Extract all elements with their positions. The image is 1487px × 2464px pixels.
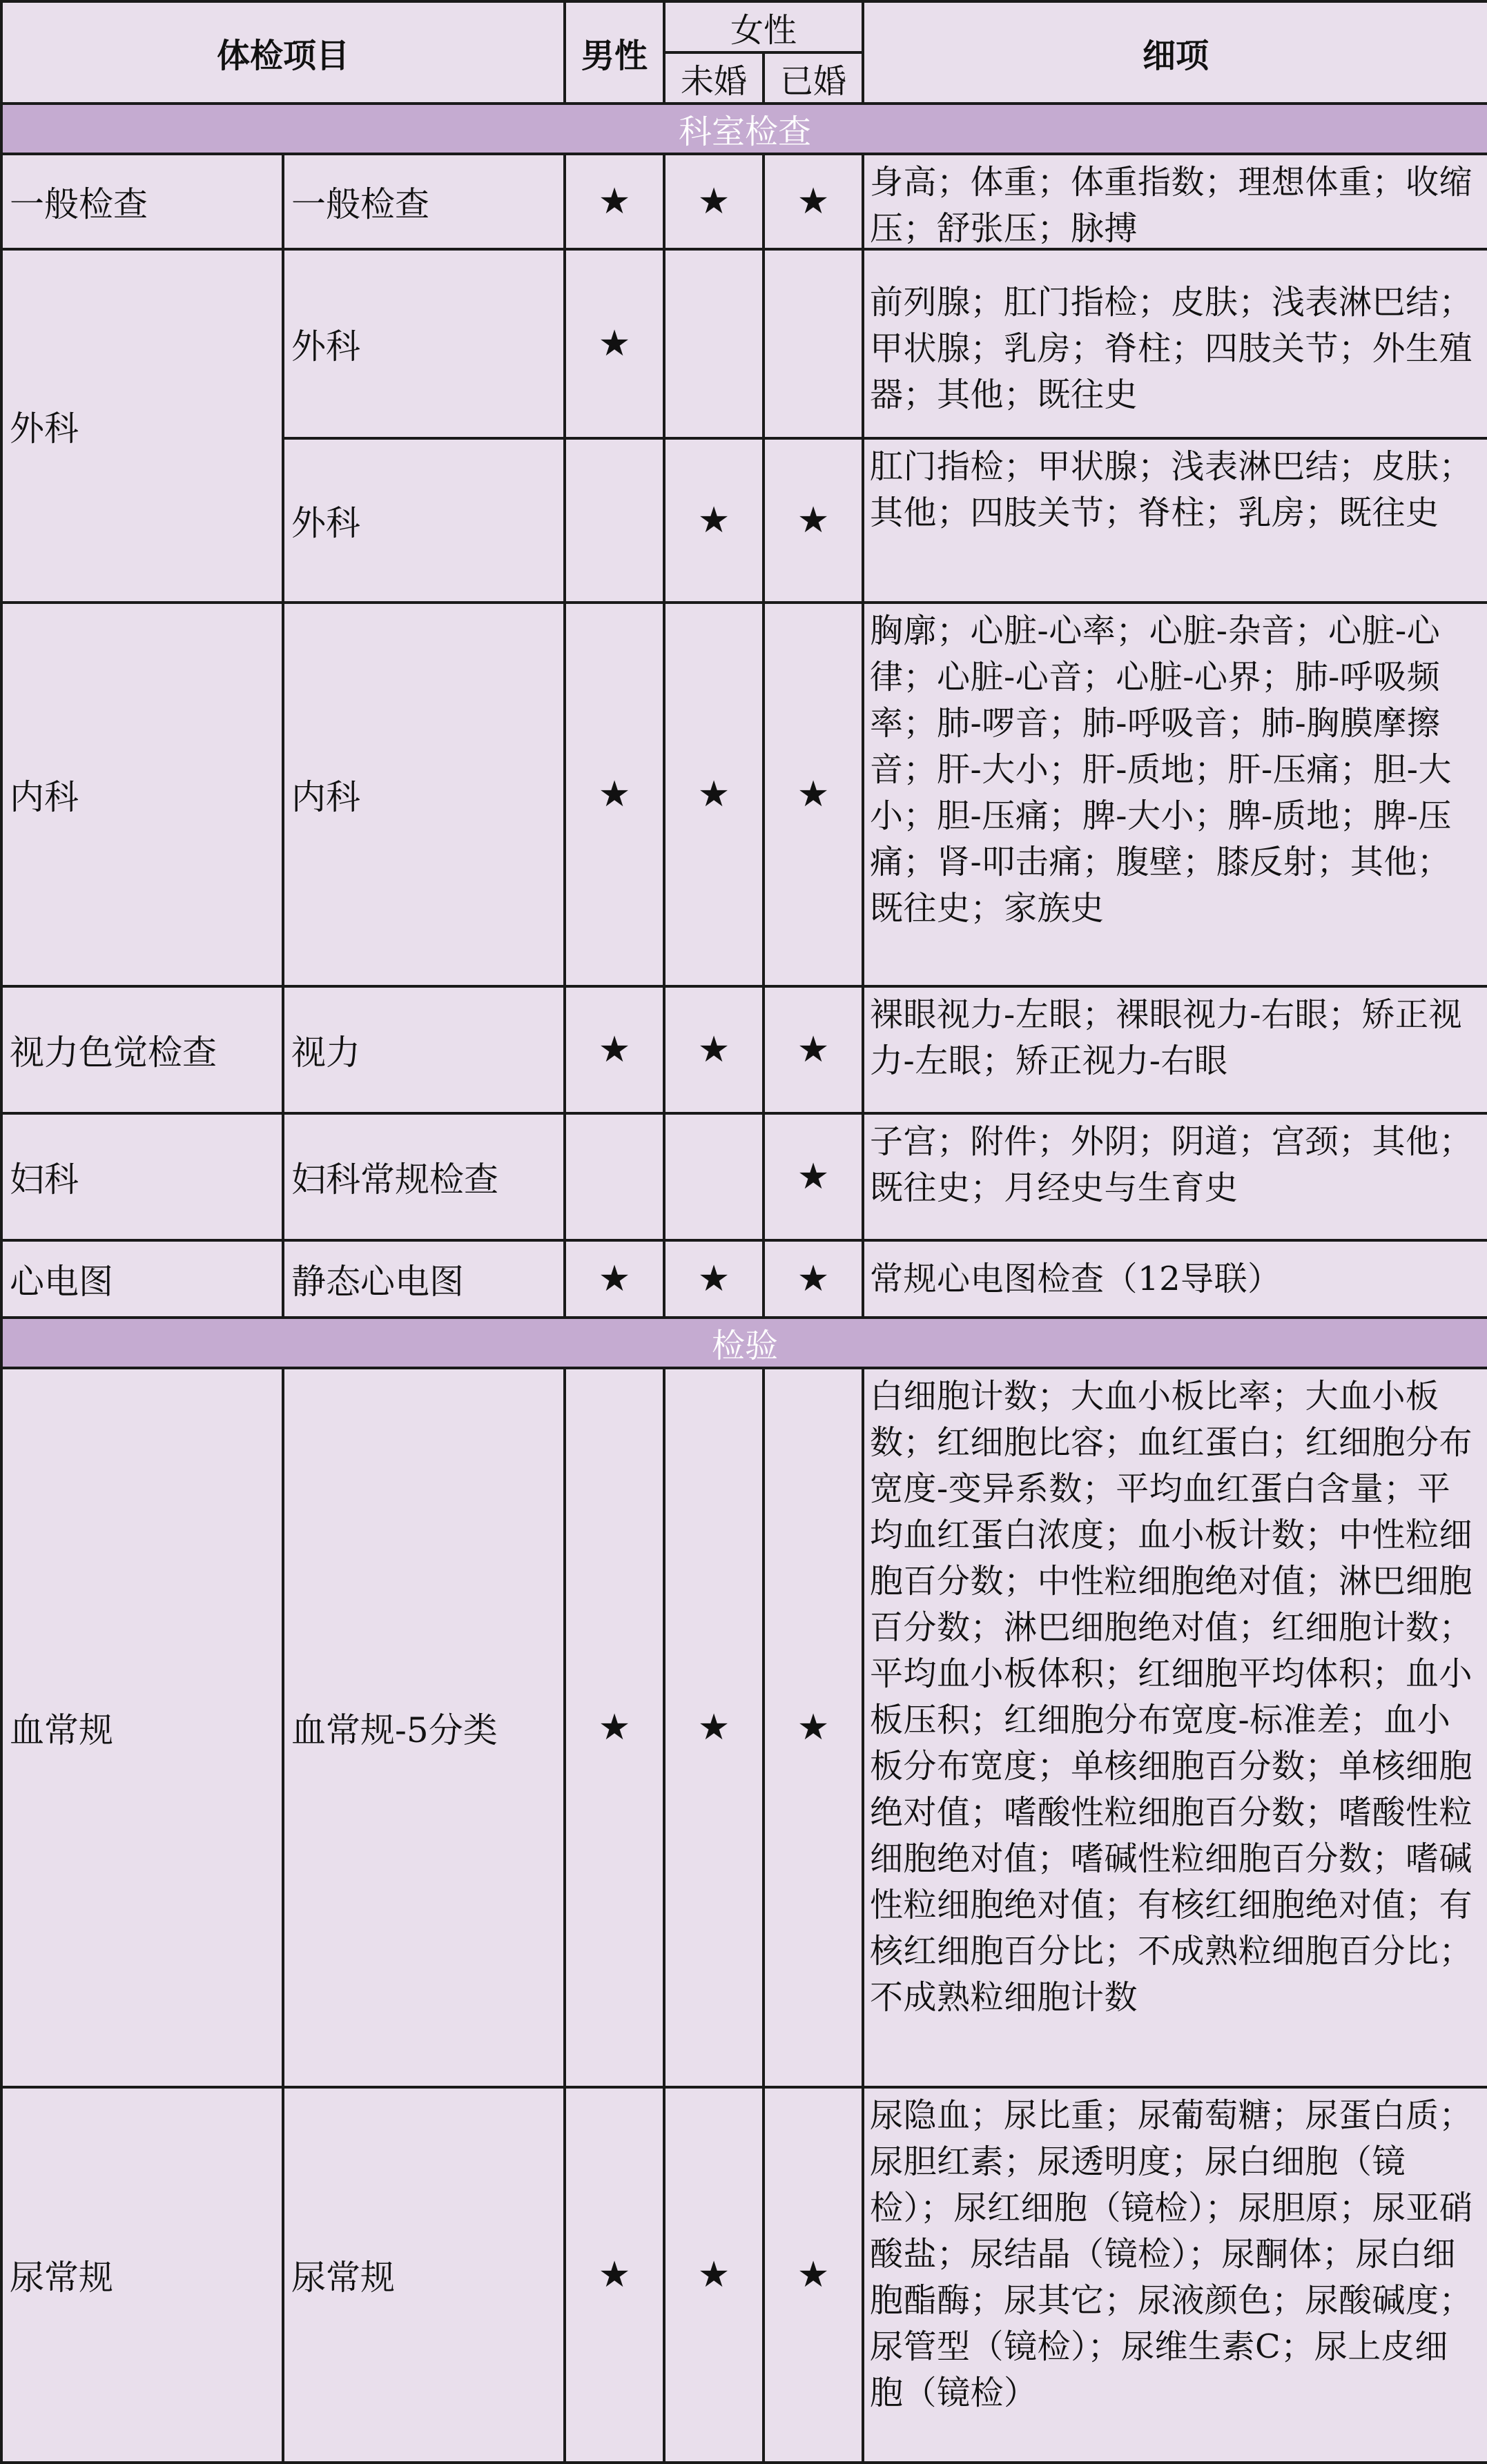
married-mark	[764, 438, 863, 603]
star-icon: ★	[797, 2254, 830, 2296]
detail-text: 常规心电图检查（12导联）	[870, 1259, 1281, 1298]
subitem-cell: 尿常规	[283, 2087, 565, 2463]
detail-text: 子宫；附件；外阴；阴道；宫颈；其他；既往史；月经史与生育史	[870, 1122, 1473, 1207]
unmarried-mark	[664, 1240, 764, 1318]
subitem-cell: 静态心电图	[283, 1240, 565, 1318]
category-cell: 妇科	[1, 1113, 283, 1240]
male-mark	[565, 1113, 664, 1240]
married-mark	[764, 1368, 863, 2087]
subitem-cell: 妇科常规检查	[283, 1113, 565, 1240]
star-icon: ★	[697, 774, 730, 815]
detail-text: 肛门指检；甲状腺；浅表淋巴结；皮肤；其他；四肢关节；脊柱；乳房；既往史	[870, 447, 1473, 532]
star-icon: ★	[797, 1258, 830, 1300]
section-title: 检验	[1, 1318, 1487, 1368]
star-icon: ★	[697, 1258, 730, 1300]
header-item: 体检项目	[1, 1, 565, 104]
header-married: 已婚	[764, 52, 863, 104]
detail-cell	[863, 2087, 1487, 2463]
unmarried-mark	[664, 603, 764, 986]
male-mark	[565, 249, 664, 438]
header-male: 男性	[565, 1, 664, 104]
male-mark	[565, 986, 664, 1113]
subitem-cell: 内科	[283, 603, 565, 986]
star-icon: ★	[697, 1029, 730, 1070]
detail-cell	[863, 1240, 1487, 1318]
star-icon: ★	[697, 2254, 730, 2296]
star-icon: ★	[598, 2254, 631, 2296]
star-icon: ★	[797, 774, 830, 815]
star-icon: ★	[598, 774, 631, 815]
category-cell: 视力色觉检查	[1, 986, 283, 1113]
detail-cell	[863, 154, 1487, 249]
star-icon: ★	[797, 181, 830, 222]
subitem-cell: 视力	[283, 986, 565, 1113]
married-mark	[764, 154, 863, 249]
detail-cell	[863, 603, 1487, 986]
star-icon: ★	[598, 323, 631, 364]
subitem-cell: 一般检查	[283, 154, 565, 249]
category-cell: 血常规	[1, 1368, 283, 2087]
star-icon: ★	[797, 1156, 830, 1197]
unmarried-mark	[664, 249, 764, 438]
male-mark	[565, 154, 664, 249]
unmarried-mark	[664, 154, 764, 249]
star-icon: ★	[598, 1707, 631, 1748]
unmarried-mark	[664, 986, 764, 1113]
subitem-cell: 外科	[283, 249, 565, 438]
detail-text: 裸眼视力-左眼；裸眼视力-右眼；矫正视力-左眼；矫正视力-右眼	[870, 995, 1462, 1080]
header-unmarried: 未婚	[664, 52, 764, 104]
category-cell: 心电图	[1, 1240, 283, 1318]
male-mark	[565, 1240, 664, 1318]
married-mark	[764, 986, 863, 1113]
detail-cell	[863, 438, 1487, 603]
detail-text: 尿隐血；尿比重；尿葡萄糖；尿蛋白质；尿胆红素；尿透明度；尿白细胞（镜检）；尿红细胞（镜检）；尿胆原；尿亚硝酸盐；尿结晶（镜检）；尿酮体；尿白细胞酯酶；尿其它；尿液颜色；尿酸碱度；尿管型（镜检）；尿维生素C；尿上皮细胞（镜检）	[870, 2096, 1473, 2412]
star-icon: ★	[797, 1029, 830, 1070]
detail-cell	[863, 1113, 1487, 1240]
star-icon: ★	[697, 1707, 730, 1748]
married-mark	[764, 249, 863, 438]
star-icon: ★	[697, 500, 730, 541]
subitem-cell: 血常规-5分类	[283, 1368, 565, 2087]
subitem-cell: 外科	[283, 438, 565, 603]
detail-cell	[863, 249, 1487, 438]
star-icon: ★	[797, 500, 830, 541]
header-detail: 细项	[863, 1, 1487, 104]
detail-cell	[863, 1368, 1487, 2087]
detail-text: 白细胞计数；大血小板比率；大血小板数；红细胞比容；血红蛋白；红细胞分布宽度-变异系数；平均血红蛋白含量；平均血红蛋白浓度；血小板计数；中性粒细胞百分数；中性粒细胞绝对值；淋巴细胞百分数；淋巴细胞绝对值；红细胞计数；平均血小板体积；红细胞平均体积；血小板压积；红细胞分布宽度-标准差；血小板分布宽度；单核细胞百分数；单核细胞绝对值；嗜酸性粒细胞百分数；嗜酸性粒细胞绝对值；嗜碱性粒细胞百分数；嗜碱性粒细胞绝对值；有核红细胞绝对值；有核红细胞百分比；不成熟粒细胞百分比；不成熟粒细胞计数	[870, 1377, 1473, 2017]
star-icon: ★	[797, 1707, 830, 1748]
header-female: 女性	[664, 1, 863, 52]
unmarried-mark	[664, 2087, 764, 2463]
unmarried-mark	[664, 438, 764, 603]
star-icon: ★	[598, 181, 631, 222]
star-icon: ★	[697, 181, 730, 222]
male-mark	[565, 1368, 664, 2087]
category-cell: 一般检查	[1, 154, 283, 249]
detail-text: 胸廓；心脏-心率；心脏-杂音；心脏-心律；心脏-心音；心脏-心界；肺-呼吸频率；肺-啰音；肺-呼吸音；肺-胸膜摩擦音；肝-大小；肝-质地；肝-压痛；胆-大小；胆-压痛；脾-大小；脾-质地；脾-压痛；肾-叩击痛；腹壁；膝反射；其他；既往史；家族史	[870, 612, 1452, 928]
detail-cell	[863, 986, 1487, 1113]
detail-text: 前列腺；肛门指检；皮肤；浅表淋巴结；甲状腺；乳房；脊柱；四肢关节；外生殖器；其他；既往史	[870, 283, 1473, 414]
category-cell: 内科	[1, 603, 283, 986]
married-mark	[764, 1240, 863, 1318]
married-mark	[764, 1113, 863, 1240]
unmarried-mark	[664, 1368, 764, 2087]
category-cell: 外科	[1, 249, 283, 603]
star-icon: ★	[598, 1258, 631, 1300]
category-cell: 尿常规	[1, 2087, 283, 2463]
male-mark	[565, 2087, 664, 2463]
unmarried-mark	[664, 1113, 764, 1240]
married-mark	[764, 603, 863, 986]
star-icon: ★	[598, 1029, 631, 1070]
married-mark	[764, 2087, 863, 2463]
detail-text: 身高；体重；体重指数；理想体重；收缩压；舒张压；脉搏	[870, 163, 1473, 244]
male-mark	[565, 438, 664, 603]
male-mark	[565, 603, 664, 986]
section-title: 科室检查	[1, 104, 1487, 154]
